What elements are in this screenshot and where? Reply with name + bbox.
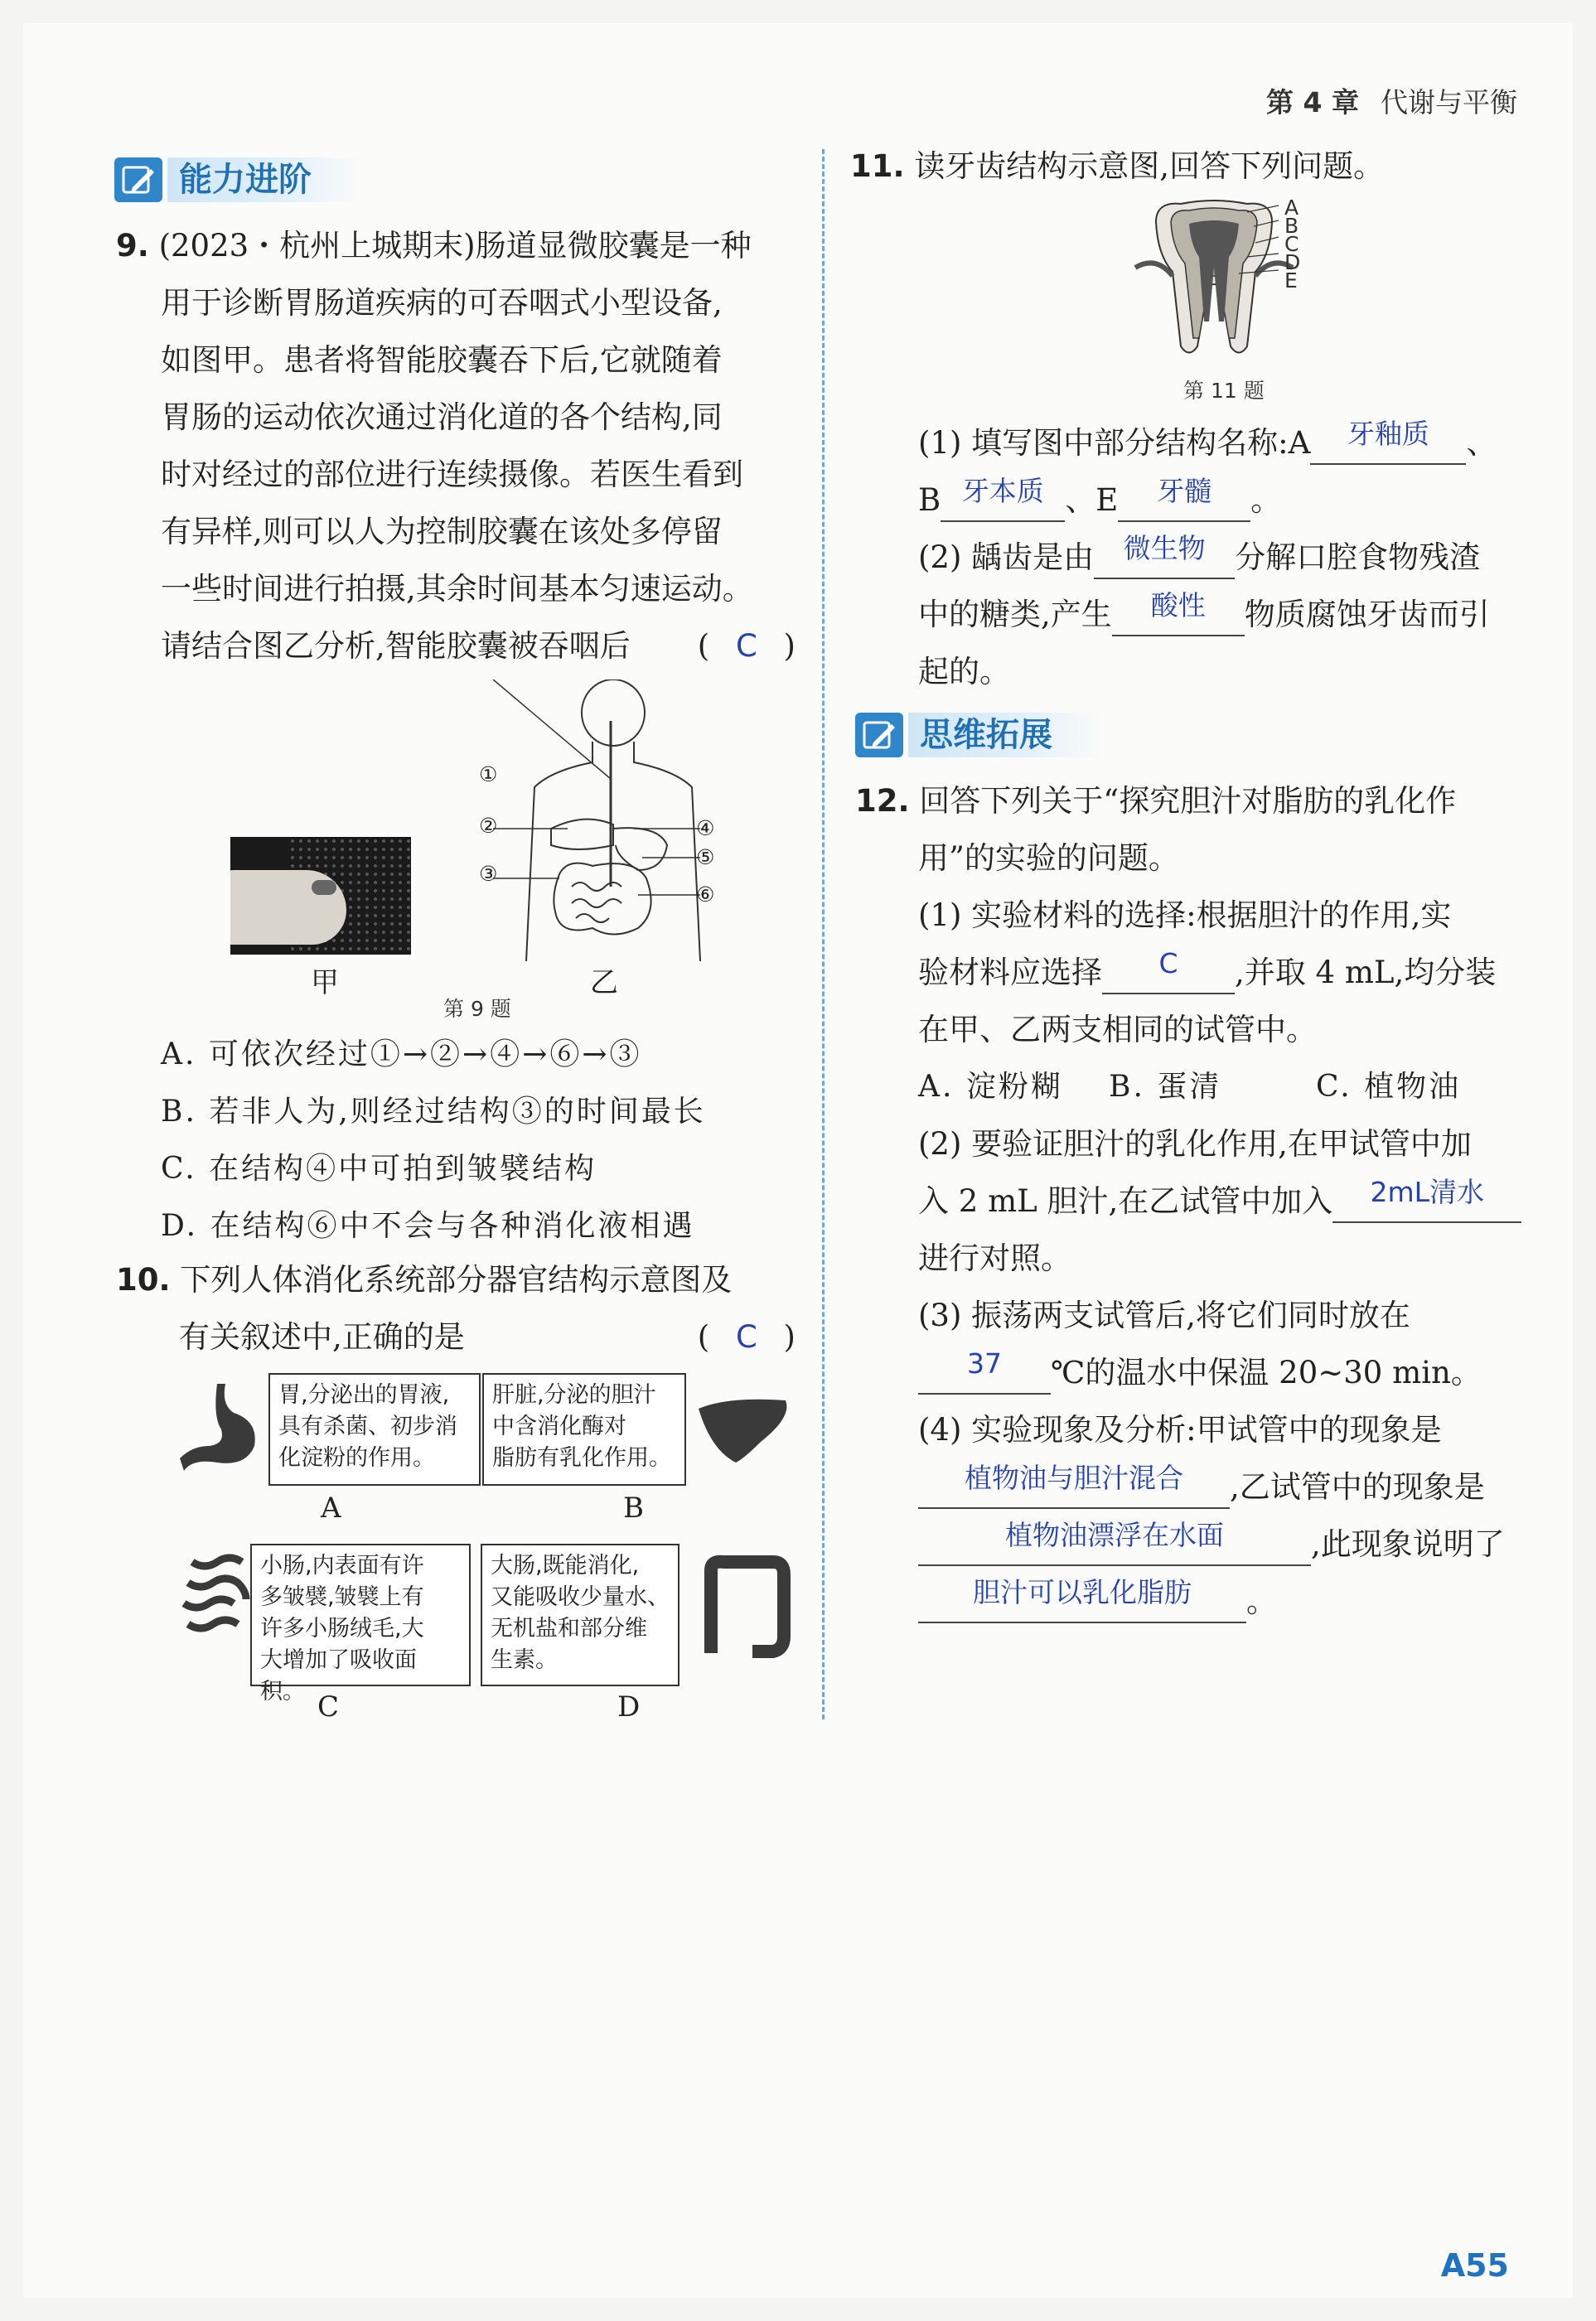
marker-1: ① [479,762,498,786]
question-text: (1) 填写图中部分结构名称:A [918,425,1311,461]
tooth-labels: A B C D E [1284,196,1301,293]
question-number: 9. [116,228,149,264]
question-text: 下列人体消化系统部分器官结构示意图及 [180,1262,733,1298]
question-text: 、E [1065,482,1119,518]
question-text: 起的。 [918,654,1010,689]
option-b: B. 若非人为,则经过结构③的时间最长 [161,1095,706,1129]
answer-choice: C [735,1319,757,1355]
question-text: (1) 实验材料的选择:根据胆汁的作用,实 [918,897,1452,933]
answer-blank: 酸性 [1112,596,1245,636]
answer-blank: C [1102,954,1235,994]
organ-label-c: C [317,1690,340,1724]
answer-blank: 牙髓 [1118,481,1250,522]
organ-label-d: D [617,1690,641,1724]
question-text: 有关叙述中,正确的是 [179,1319,465,1355]
question-text: 验材料应选择 [918,955,1102,990]
running-header [1266,81,1517,120]
question-text: 请结合图乙分析,智能胶囊被吞咽后 [161,628,631,664]
figure-label-jia: 甲 [311,966,339,999]
answer-choice: C [735,628,757,664]
question-11-part1: (1) 填写图中部分结构名称:A 牙釉质 、 B 牙本质 、E 牙髓 。 [918,414,1548,529]
question-text: (4) 实验现象及分析:甲试管中的现象是 [918,1412,1442,1448]
question-text: ℃的温水中保温 20~30 min。 [1051,1355,1482,1390]
question-text: 如图甲。患者将智能胶囊吞下后,它就随着 [161,342,723,378]
stomach-illustration [176,1380,267,1471]
organ-box-c: 小肠,内表面有许 多皱襞,皱襞上有 许多小肠绒毛,大 大增加了吸收面积。 [250,1544,471,1686]
question-text: 回答下列关于“探究胆汁对脂肪的乳化作 [919,783,1457,819]
tooth-figure-caption: 第 11 题 [1183,379,1265,403]
material-options: A. 淀粉糊 B. 蛋清 C. 植物油 [918,1070,1462,1104]
question-text: 读牙齿结构示意图,回答下列问题。 [914,148,1385,184]
answer-blank: 牙釉质 [1310,424,1466,465]
answer-blank: 微生物 [1094,539,1235,579]
answer-blank: 牙本质 [941,481,1065,522]
answer-blank: 植物油与胆汁混合 [918,1468,1230,1509]
question-text: 胃肠的运动依次通过消化道的各个结构,同 [161,399,723,435]
organ-box-a: 胃,分泌出的胃液, 具有杀菌、初步消 化淀粉的作用。 [268,1373,481,1486]
question-text: (2) 要验证胆汁的乳化作用,在甲试管中加 [918,1126,1472,1162]
digestive-system-diagram [468,679,717,961]
question-12-body [918,887,1548,1630]
option-a: A. 可依次经过①→②→④→⑥→③ [161,1037,642,1071]
marker-3: ③ [479,862,498,886]
small-intestine-illustration [176,1554,259,1645]
question-text: 进行对照。 [918,1240,1071,1276]
section-advanced-heading [114,154,361,206]
capsule-photo [230,837,411,955]
pencil-icon [114,157,162,202]
question-11-stem [850,138,1384,195]
answer-blank: 37 [918,1354,1051,1395]
question-text: 时对经过的部位进行连续摄像。若医生看到 [161,457,743,492]
question-number: 12. [855,783,910,819]
tooth-diagram [1131,197,1297,363]
question-10: 10. 下列人体消化系统部分器官结构示意图及 有关叙述中,正确的是 ( C ) [116,1262,796,1355]
question-text: (2) 龋齿是由 [918,539,1095,575]
question-9: 9. (2023・杭州上城期末)肠道显微胶囊是一种 用于诊断胃肠道疾病的可吞咽式小型设备, 如图甲。患者将智能胶囊吞下后,它就随着 胃肠的运动依次通过消化道的各个结构,同 时对经过的部位进行连续摄像。若医生看到 有异样,则可以人为控制胶囊在该处多停留 一些时间进行拍摄,其余时间基本匀速运动。 请结合图乙分析,智能胶囊被吞咽后 ( C ) [116,228,796,664]
question-text: 物质腐蚀牙齿而引 [1244,597,1490,632]
question-text: 一些时间进行拍摄,其余时间基本匀速运动。 [161,571,753,607]
figure-caption: 第 9 题 [443,997,511,1021]
question-text: 分解口腔食物残渣 [1235,539,1481,575]
answer-blank: 2mL清水 [1332,1182,1521,1223]
marker-4: ④ [696,816,715,840]
question-number: 10. [116,1262,171,1298]
question-text: B [918,482,941,518]
question-text: ,乙试管中的现象是 [1230,1469,1485,1505]
answer-blank: 胆汁可以乳化脂肪 [918,1583,1246,1623]
marker-2: ② [479,814,498,838]
section-thinking-heading [855,709,1102,761]
figure-label-yi: 乙 [590,966,618,999]
organ-label-b: B [623,1492,644,1525]
question-11-part2 [918,529,1548,700]
option-c: C. 在结构④中可拍到皱襞结构 [161,1152,597,1186]
liver-illustration [694,1392,794,1467]
section-title: 思维拓展 [908,713,1102,757]
question-text: 用于诊断胃肠道疾病的可吞咽式小型设备, [161,285,723,321]
question-number: 11. [850,148,905,184]
question-text: 中的糖类,产生 [918,597,1112,632]
question-text: (2023・杭州上城期末)肠道显微胶囊是一种 [158,228,752,264]
question-text: 入 2 mL 胆汁,在乙试管中加入 [918,1183,1333,1219]
marker-6: ⑥ [696,882,715,907]
column-divider [822,149,825,1719]
question-text: 有异样,则可以人为控制胶囊在该处多停留 [161,514,723,549]
question-text: ,并取 4 mL,均分装 [1235,955,1497,990]
page-number: A55 [1440,2247,1509,2284]
question-text: (3) 振荡两支试管后,将它们同时放在 [918,1298,1410,1333]
question-text: 在甲、乙两支相同的试管中。 [918,1012,1317,1047]
chapter-number: 第 4 章 [1266,86,1359,118]
question-12 [855,772,1551,887]
organ-box-b: 肝脏,分泌的胆汁 中含消化酶对 脂肪有乳化作用。 [482,1373,686,1486]
question-text: 用”的实验的问题。 [918,840,1179,876]
pencil-icon [855,713,903,757]
question-text: ,此现象说明了 [1311,1526,1505,1562]
marker-5: ⑤ [696,845,715,869]
section-title: 能力进阶 [167,157,361,202]
organ-box-d: 大肠,既能消化, 又能吸收少量水、 无机盐和部分维 生素。 [481,1544,680,1686]
option-d: D. 在结构⑥中不会与各种消化液相遇 [161,1209,695,1243]
chapter-title: 代谢与平衡 [1381,86,1517,118]
answer-blank: 植物油漂浮在水面 [918,1526,1311,1566]
organ-label-a: A [321,1492,341,1525]
question-text: 。 [1246,1584,1277,1619]
large-intestine-illustration [694,1554,794,1661]
